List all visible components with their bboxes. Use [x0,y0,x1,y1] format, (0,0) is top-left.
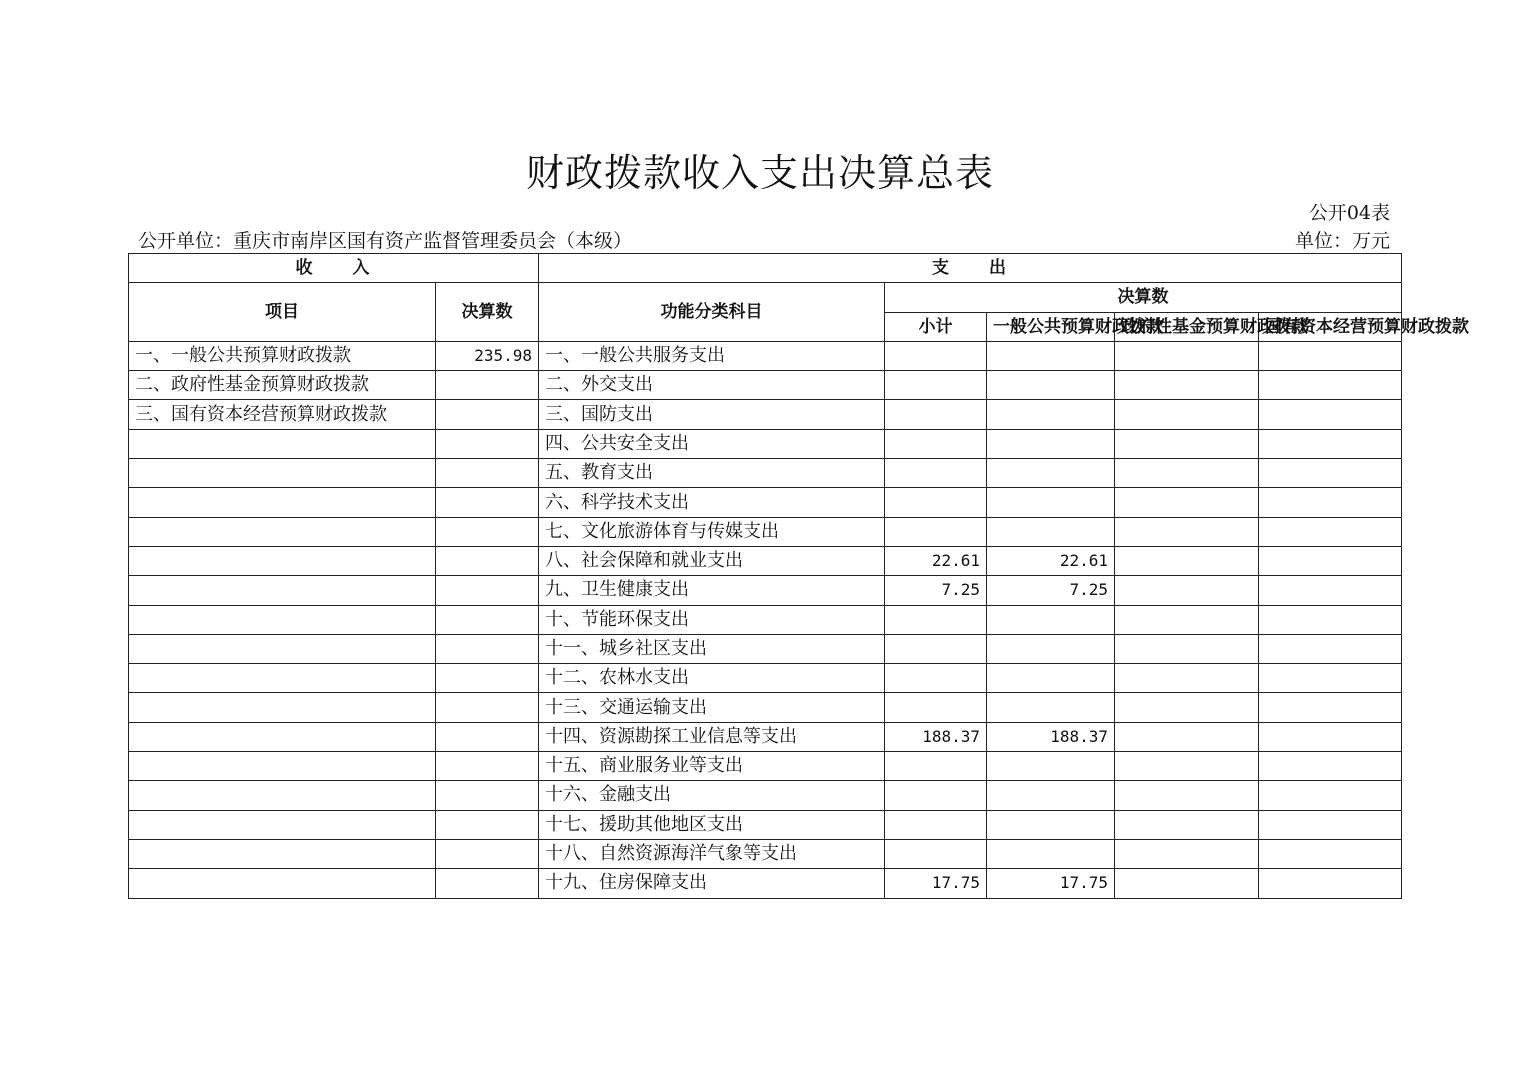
income-amount-cell [436,488,539,517]
general-public-cell [987,752,1115,781]
income-amount-cell [436,664,539,693]
income-item-cell: 二、政府性基金预算财政拨款 [129,371,436,400]
category-header: 功能分类科目 [539,283,885,342]
general-public-cell [987,605,1115,634]
state-capital-cell [1259,517,1402,546]
table-row [129,810,1402,839]
final-amount-group-header: 决算数 [885,283,1402,312]
category-cell: 十七、援助其他地区支出 [539,810,885,839]
income-amount-cell [436,605,539,634]
income-item-cell [129,839,436,868]
income-item-cell [129,869,436,898]
category-cell: 九、卫生健康支出 [539,576,885,605]
general-public-cell [987,341,1115,370]
general-public-cell [987,839,1115,868]
gov-fund-header: 政府性基金预算财政拨款 [1115,312,1259,341]
general-public-cell: 7.25 [987,576,1115,605]
subtotal-cell [885,371,987,400]
general-public-cell [987,400,1115,429]
category-cell: 十六、金融支出 [539,781,885,810]
state-capital-cell [1259,400,1402,429]
subtotal-cell [885,400,987,429]
income-amount-cell [436,634,539,663]
gov-fund-cell [1115,488,1259,517]
table-row [129,459,1402,488]
category-cell: 八、社会保障和就业支出 [539,546,885,575]
gov-fund-cell [1115,605,1259,634]
state-capital-cell [1259,722,1402,751]
category-cell: 七、文化旅游体育与传媒支出 [539,517,885,546]
income-amount-cell [436,546,539,575]
category-cell: 四、公共安全支出 [539,429,885,458]
general-public-cell [987,810,1115,839]
income-amount-cell [436,517,539,546]
table-row [129,752,1402,781]
state-capital-cell [1259,605,1402,634]
table-row [129,839,1402,868]
subtotal-cell: 17.75 [885,869,987,898]
income-item-cell [129,546,436,575]
gov-fund-cell [1115,810,1259,839]
income-item-cell [129,634,436,663]
general-public-cell [987,781,1115,810]
subtotal-header: 小计 [885,312,987,341]
gov-fund-cell [1115,459,1259,488]
income-amount-header: 决算数 [436,283,539,342]
subtotal-cell: 22.61 [885,546,987,575]
subtotal-cell [885,488,987,517]
currency-unit: 单位：万元 [1294,230,1390,252]
gov-fund-cell [1115,693,1259,722]
gov-fund-cell [1115,341,1259,370]
state-capital-cell [1259,429,1402,458]
income-amount-cell [436,839,539,868]
general-public-cell: 188.37 [987,722,1115,751]
income-amount-cell [436,371,539,400]
state-capital-cell [1259,341,1402,370]
general-public-cell [987,664,1115,693]
gov-fund-cell [1115,576,1259,605]
gov-fund-cell [1115,869,1259,898]
income-item-cell [129,429,436,458]
subtotal-cell [885,634,987,663]
income-item-cell [129,781,436,810]
state-capital-cell [1259,869,1402,898]
income-item-cell [129,664,436,693]
general-public-cell [987,517,1115,546]
income-amount-cell [436,693,539,722]
income-item-cell [129,722,436,751]
income-item-cell [129,810,436,839]
budget-table [128,253,1469,899]
table-row [129,546,1402,575]
table-row [129,693,1402,722]
state-capital-cell [1259,576,1402,605]
general-public-header: 一般公共预算财政拨款 [987,312,1115,341]
category-cell: 十九、住房保障支出 [539,869,885,898]
category-cell: 十八、自然资源海洋气象等支出 [539,839,885,868]
income-amount-cell [436,400,539,429]
income-amount-cell [436,869,539,898]
general-public-cell [987,429,1115,458]
income-amount-cell [436,459,539,488]
subtotal-cell: 188.37 [885,722,987,751]
category-cell: 六、科学技术支出 [539,488,885,517]
subtotal-cell [885,810,987,839]
category-cell: 十五、商业服务业等支出 [539,752,885,781]
general-public-cell [987,634,1115,663]
gov-fund-cell [1115,839,1259,868]
table-row [129,576,1402,605]
category-cell: 十、节能环保支出 [539,605,885,634]
subtotal-cell [885,664,987,693]
table-row [129,722,1402,751]
state-capital-cell [1259,693,1402,722]
state-capital-cell [1259,488,1402,517]
gov-fund-cell [1115,664,1259,693]
general-public-cell [987,488,1115,517]
income-item-cell [129,605,436,634]
subtotal-cell [885,605,987,634]
category-cell: 二、外交支出 [539,371,885,400]
state-capital-cell [1259,664,1402,693]
reporting-unit: 公开单位：重庆市南岸区国有资产监督管理委员会（本级） [138,230,633,252]
state-capital-cell [1259,810,1402,839]
subtotal-cell [885,459,987,488]
income-amount-cell [436,752,539,781]
category-cell: 一、一般公共服务支出 [539,341,885,370]
income-amount-cell [436,810,539,839]
state-capital-cell [1259,781,1402,810]
table-row [129,781,1402,810]
income-item-cell [129,488,436,517]
table-row [129,341,1402,370]
category-cell: 十一、城乡社区支出 [539,634,885,663]
table-row [129,488,1402,517]
unit-row [138,226,1390,253]
gov-fund-cell [1115,752,1259,781]
income-item-cell [129,752,436,781]
category-cell: 十三、交通运输支出 [539,693,885,722]
gov-fund-cell [1115,429,1259,458]
table-row [129,429,1402,458]
subtotal-cell [885,752,987,781]
table-row [129,400,1402,429]
income-item-cell: 一、一般公共预算财政拨款 [129,341,436,370]
subtotal-cell [885,781,987,810]
income-amount-cell [436,722,539,751]
table-row [129,371,1402,400]
state-capital-cell [1259,634,1402,663]
category-cell: 十二、农林水支出 [539,664,885,693]
state-capital-cell [1259,546,1402,575]
gov-fund-cell [1115,546,1259,575]
expense-section-header: 支 出 [539,254,1402,283]
general-public-cell: 22.61 [987,546,1115,575]
income-amount-cell: 235.98 [436,341,539,370]
category-cell: 三、国防支出 [539,400,885,429]
state-capital-header: 国有资本经营预算财政拨款 [1259,312,1402,341]
item-header: 项目 [129,283,436,342]
form-number: 公开04表 [1308,202,1390,224]
income-amount-cell [436,781,539,810]
page-title: 财政拨款收入支出决算总表 [525,151,994,195]
state-capital-cell [1259,371,1402,400]
category-cell: 五、教育支出 [539,459,885,488]
table-row [129,605,1402,634]
subtotal-cell [885,341,987,370]
subtotal-cell [885,839,987,868]
table-row [129,869,1402,898]
general-public-cell [987,371,1115,400]
general-public-cell: 17.75 [987,869,1115,898]
general-public-cell [987,459,1115,488]
income-item-cell [129,517,436,546]
gov-fund-cell [1115,634,1259,663]
income-item-cell [129,693,436,722]
income-amount-cell [436,429,539,458]
income-item-cell [129,459,436,488]
state-capital-cell [1259,459,1402,488]
gov-fund-cell [1115,400,1259,429]
state-capital-cell [1259,839,1402,868]
gov-fund-cell [1115,781,1259,810]
state-capital-cell [1259,752,1402,781]
income-section-header: 收 入 [129,254,539,283]
gov-fund-cell [1115,517,1259,546]
subtotal-cell [885,517,987,546]
general-public-cell [987,693,1115,722]
subtotal-cell [885,429,987,458]
income-amount-cell [436,576,539,605]
subtotal-cell [885,693,987,722]
category-cell: 十四、资源勘探工业信息等支出 [539,722,885,751]
subtotal-cell: 7.25 [885,576,987,605]
table-row [129,517,1402,546]
table-row [129,664,1402,693]
income-item-cell [129,576,436,605]
gov-fund-cell [1115,371,1259,400]
gov-fund-cell [1115,722,1259,751]
income-item-cell: 三、国有资本经营预算财政拨款 [129,400,436,429]
table-row [129,634,1402,663]
